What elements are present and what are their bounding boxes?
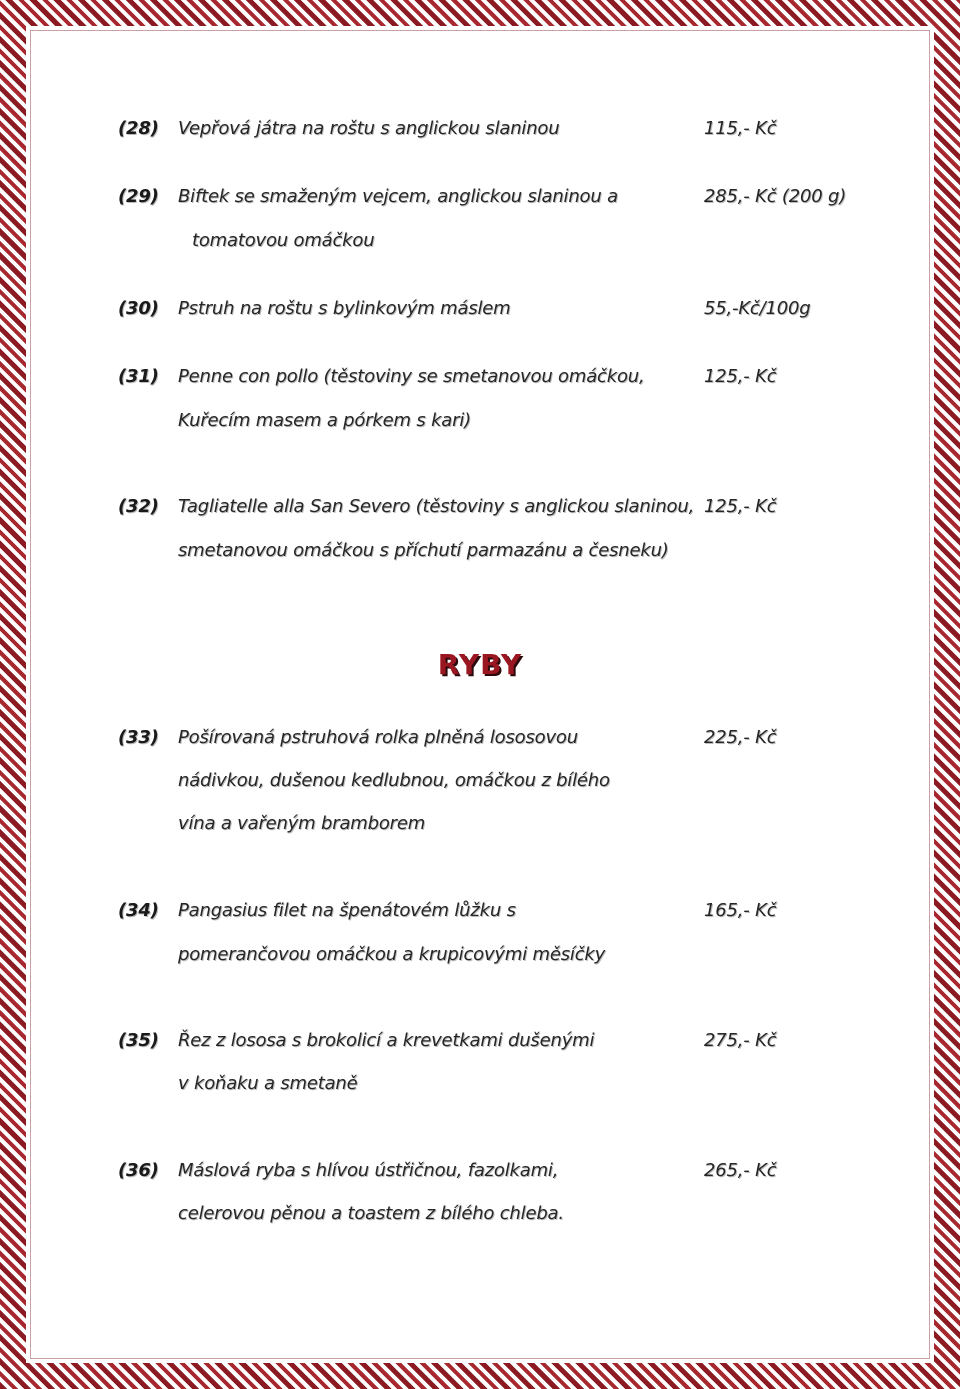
menu-item-number: (34) — [118, 900, 159, 921]
menu-item-number: (35) — [118, 1030, 159, 1051]
menu-item-price: 165,- Kč — [704, 900, 777, 921]
menu-item-description-cont: vína a vařeným bramborem — [178, 813, 426, 834]
menu-item-description: Řez z lososa s brokolicí a krevetkami dušenými — [178, 1030, 595, 1051]
menu-item-description: Vepřová játra na roštu s anglickou slaninou — [178, 118, 560, 139]
menu-item-description: Pstruh na roštu s bylinkovým máslem — [178, 298, 511, 319]
menu-item-description-cont: smetanovou omáčkou s příchutí parmazánu a česneku) — [178, 540, 669, 561]
menu-item-price: 285,- Kč (200 g) — [704, 186, 847, 207]
menu-item-number: (33) — [118, 727, 159, 748]
menu-item-price: 225,- Kč — [704, 727, 777, 748]
menu-item-description: Pangasius filet na špenátovém lůžku s — [178, 900, 516, 921]
menu-item-number: (30) — [118, 298, 159, 319]
menu-item-price: 125,- Kč — [704, 366, 777, 387]
menu-item-description-cont: v koňaku a smetaně — [178, 1073, 358, 1094]
menu-item-price: 275,- Kč — [704, 1030, 777, 1051]
menu-item-description: Máslová ryba s hlívou ústřičnou, fazolkami, — [178, 1160, 559, 1181]
menu-item-price: 55,-Kč/100g — [704, 298, 811, 319]
menu-item-description-cont: Kuřecím masem a pórkem s kari) — [178, 410, 471, 431]
menu-item-price: 265,- Kč — [704, 1160, 777, 1181]
menu-item-description: Biftek se smaženým vejcem, anglickou slaninou a — [178, 186, 618, 207]
menu-item-description-cont: celerovou pěnou a toastem z bílého chleba. — [178, 1203, 564, 1224]
menu-item-number: (36) — [118, 1160, 159, 1181]
menu-item-price: 115,- Kč — [704, 118, 777, 139]
menu-item-description-cont: pomerančovou omáčkou a krupicovými měsíčky — [178, 944, 606, 965]
menu-item-number: (29) — [118, 186, 159, 207]
menu-item-number: (32) — [118, 496, 159, 517]
menu-item-description-cont: nádivkou, dušenou kedlubnou, omáčkou z bílého — [178, 770, 610, 791]
menu-item-description: Tagliatelle alla San Severo (těstoviny s anglickou slaninou, — [178, 496, 695, 517]
menu-item-description: Penne con pollo (těstoviny se smetanovou omáčkou, — [178, 366, 645, 387]
section-heading-ryby: RYBY — [437, 648, 523, 681]
menu-item-price: 125,- Kč — [704, 496, 777, 517]
menu-item-description-cont: tomatovou omáčkou — [192, 230, 375, 251]
menu-item-number: (31) — [118, 366, 159, 387]
menu-item-description: Pošírovaná pstruhová rolka plněná lososovou — [178, 727, 578, 748]
menu-item-number: (28) — [118, 118, 159, 139]
